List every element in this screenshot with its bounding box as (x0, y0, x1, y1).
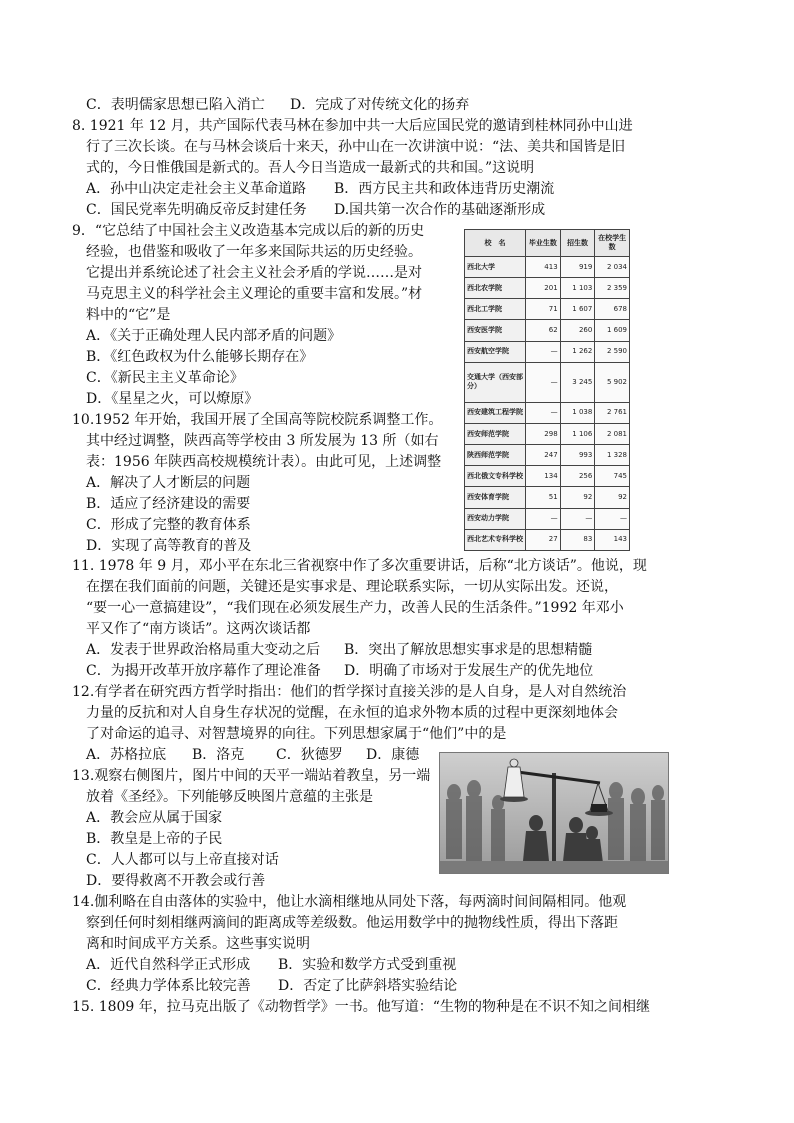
table-row (465, 487, 630, 508)
question-9-stem: 它提出并系统论述了社会主义社会矛盾的学说……是对 (86, 265, 422, 281)
table-cell: 256 (560, 466, 595, 487)
question-10-stem: 其中经过调整，陕西高等学校由 3 所发展为 13 所（如右 (86, 433, 439, 449)
table-row (465, 445, 630, 466)
table-cell: 413 (526, 257, 561, 278)
school-name-cell: 西北俄文专科学校 (465, 466, 526, 487)
question-8-option-d: D.国共第一次合作的基础逐渐形成 (334, 202, 546, 218)
question-11-stem: 11. 1978 年 9 月，邓小平在东北三省视察中作了多次重要讲话，后称“北方谈话”。他说，现 (72, 558, 647, 574)
table-row (465, 257, 630, 278)
question-13-stem: 放着《圣经》。下列能够反映图片意蕴的主张是 (86, 789, 373, 805)
table-cell: 993 (560, 445, 595, 466)
school-name-cell: 西安体育学院 (465, 487, 526, 508)
table-cell: 745 (595, 466, 630, 487)
table-cell: 51 (526, 487, 561, 508)
school-name-cell: 西北艺术专科学校 (465, 529, 526, 550)
table-row (465, 466, 630, 487)
question-13-stem: 13.观察右侧图片，图片中间的天平一端站着教皇，另一端 (72, 768, 431, 784)
school-name-cell: 西北农学院 (465, 278, 526, 299)
table-header: 毕业生数 (526, 230, 561, 257)
table-cell: 678 (595, 299, 630, 320)
table-row (465, 278, 630, 299)
question-11-option-b: B．突出了解放思想实事求是的思想精髓 (344, 642, 593, 658)
question-14-option-c: C．经典力学体系比较完善 (86, 978, 251, 994)
table-cell: 1 106 (560, 424, 595, 445)
table-cell: 92 (595, 487, 630, 508)
question-14-option-a: A．近代自然科学正式形成 (86, 957, 251, 973)
question-14-stem: 察到任何时刻相继两滴间的距离成等差级数。他运用数学中的抛物线性质，得出下落距 (86, 915, 618, 931)
question-9-stem: 马克思主义的科学社会主义理论的重要丰富和发展。”材 (86, 286, 423, 302)
question-12-option-a: A．苏格拉底 (86, 747, 167, 763)
question-13-option-a: A．教会应从属于国家 (86, 810, 223, 826)
table-cell: 2 359 (595, 278, 630, 299)
table-header: 招生数 (560, 230, 595, 257)
table-cell: 143 (595, 529, 630, 550)
table-cell: — (526, 402, 561, 423)
table-cell: 1 103 (560, 278, 595, 299)
pope-balance-illustration (439, 752, 669, 874)
question-9-stem: 经验，也借鉴和吸收了一年多来国际共运的历史经验。 (86, 244, 422, 260)
question-13-option-d: D．要得救离不开教会或行善 (86, 873, 266, 889)
school-name-cell: 西安航空学院 (465, 341, 526, 362)
table-row (465, 508, 630, 529)
table-row (465, 362, 630, 402)
table-row (465, 341, 630, 362)
table-cell: 92 (560, 487, 595, 508)
school-name-cell: 西安医学院 (465, 320, 526, 341)
option-line: D．完成了对传统文化的扬弃 (290, 97, 470, 113)
question-8-option-b: B．西方民主共和政体违背历史潮流 (334, 181, 555, 197)
question-10-option-d: D．实现了高等教育的普及 (86, 538, 252, 554)
table-row (465, 529, 630, 550)
option-line: C．表明儒家思想已陷入消亡 (86, 97, 265, 113)
question-12-option-c: C．狄德罗 (276, 747, 343, 763)
table-cell: 71 (526, 299, 561, 320)
table-cell: 2 761 (595, 402, 630, 423)
school-name-cell: 陕西师范学院 (465, 445, 526, 466)
question-14-option-d: D．否定了比萨斜塔实验结论 (278, 978, 458, 994)
table-cell: — (595, 508, 630, 529)
table-header-row (465, 230, 630, 257)
question-11-option-c: C．为揭开改革开放序幕作了理论准备 (86, 663, 321, 679)
question-10-option-c: C．形成了完整的教育体系 (86, 517, 251, 533)
school-name-cell: 西安动力学院 (465, 508, 526, 529)
table-cell: 3 245 (560, 362, 595, 402)
school-statistics-table (464, 229, 630, 551)
question-10-option-b: B．适应了经济建设的需要 (86, 496, 251, 512)
question-11-stem: 平又作了“南方谈话”。这两次谈话都 (86, 621, 311, 637)
table-cell: 62 (526, 320, 561, 341)
table-row (465, 320, 630, 341)
question-10-stem: 10.1952 年开始，我国开展了全国高等院校院系调整工作。 (72, 412, 443, 428)
table-row (465, 424, 630, 445)
table-cell: 27 (526, 529, 561, 550)
table-cell: 247 (526, 445, 561, 466)
table-cell: 919 (560, 257, 595, 278)
table-header: 在校学生数 (595, 230, 630, 257)
question-15-stem: 15. 1809 年，拉马克出版了《动物哲学》一书。他写道：“生物的物种是在不识不知之间相继 (72, 999, 650, 1015)
table-cell: — (526, 341, 561, 362)
table-cell: 260 (560, 320, 595, 341)
question-11-option-a: A．发表于世界政治格局重大变动之后 (86, 642, 321, 658)
table-cell: — (526, 362, 561, 402)
table-cell: 1 607 (560, 299, 595, 320)
question-8-option-c: C．国民党率先明确反帝反封建任务 (86, 202, 307, 218)
table-cell: 1 609 (595, 320, 630, 341)
question-9-stem: 9．“它总结了中国社会主义改造基本完成以后的新的历史 (72, 223, 425, 239)
table-cell: 5 902 (595, 362, 630, 402)
school-name-cell: 交通大学（西安部分） (465, 362, 526, 402)
table-row (465, 402, 630, 423)
school-name-cell: 西北工学院 (465, 299, 526, 320)
question-14-stem: 14.伽利略在自由落体的实验中，他让水滴相继地从同处下落，每两滴时间间隔相同。他观 (72, 894, 627, 910)
question-11-option-d: D．明确了市场对于发展生产的优先地位 (344, 663, 594, 679)
question-8-stem: 行了三次长谈。在与马林会谈后十来天，孙中山在一次讲演中说：“法、美共和国皆是旧 (86, 139, 626, 155)
question-8-option-a: A．孙中山决定走社会主义革命道路 (86, 181, 307, 197)
table-cell: 2 034 (595, 257, 630, 278)
question-9-option-d: D．《星星之火，可以燎原》 (86, 391, 259, 407)
table-cell: — (526, 508, 561, 529)
question-13-option-b: B．教皇是上帝的子民 (86, 831, 223, 847)
table-cell: 298 (526, 424, 561, 445)
table-cell: 83 (560, 529, 595, 550)
table-row (465, 299, 630, 320)
table-cell: 2 081 (595, 424, 630, 445)
question-12-stem: 了对命运的追寻、对智慧境界的向往。下列思想家属于“他们”中的是 (86, 726, 507, 742)
school-name-cell: 西北大学 (465, 257, 526, 278)
table-cell: 201 (526, 278, 561, 299)
question-12-option-b: B．洛克 (192, 747, 245, 763)
table-cell: 134 (526, 466, 561, 487)
question-9-option-b: B．《红色政权为什么能够长期存在》 (86, 349, 314, 365)
question-12-stem: 力量的反抗和对人自身生存状况的觉醒，在永恒的追求外物本质的过程中更深刻地体会 (86, 705, 618, 721)
question-8-stem: 式的，今日惟俄国是新式的。吾人今日当造成一最新式的共和国。”这说明 (86, 160, 535, 176)
question-8-stem: 8. 1921 年 12 月，共产国际代表马林在参加中共一大后应国民党的邀请到桂林同孙中山进 (72, 118, 633, 134)
table-cell: 1 038 (560, 402, 595, 423)
question-14-stem: 离和时间成平方关系。这些事实说明 (86, 936, 310, 952)
question-11-stem: “要一心一意搞建设”，“我们现在必须发展生产力，改善人民的生活条件。”1992 年邓小 (86, 600, 624, 616)
table-cell: — (560, 508, 595, 529)
question-13-option-c: C．人人都可以与上帝直接对话 (86, 852, 279, 868)
question-10-option-a: A．解决了人才断层的问题 (86, 475, 251, 491)
school-name-cell: 西安建筑工程学院 (465, 402, 526, 423)
question-12-option-d: D．康德 (366, 747, 420, 763)
question-9-stem: 料中的“它”是 (86, 307, 171, 323)
question-11-stem: 在摆在我们面前的问题，关键还是实事求是、理论联系实际，一切从实际出发。还说， (86, 579, 618, 595)
question-10-stem: 表：1956 年陕西高校规模统计表）。由此可见，上述调整 (86, 454, 442, 470)
question-14-option-b: B．实验和数学方式受到重视 (278, 957, 457, 973)
school-name-cell: 西安师范学院 (465, 424, 526, 445)
question-12-stem: 12.有学者在研究西方哲学时指出：他们的哲学探讨直接关涉的是人自身，是人对自然统治 (72, 684, 627, 700)
table-cell: 1 328 (595, 445, 630, 466)
table-cell: 1 262 (560, 341, 595, 362)
table-cell: 2 590 (595, 341, 630, 362)
question-9-option-c: C．《新民主主义革命论》 (86, 370, 244, 386)
table-header: 校 名 (465, 230, 526, 257)
question-9-option-a: A．《关于正确处理人民内部矛盾的问题》 (86, 328, 342, 344)
